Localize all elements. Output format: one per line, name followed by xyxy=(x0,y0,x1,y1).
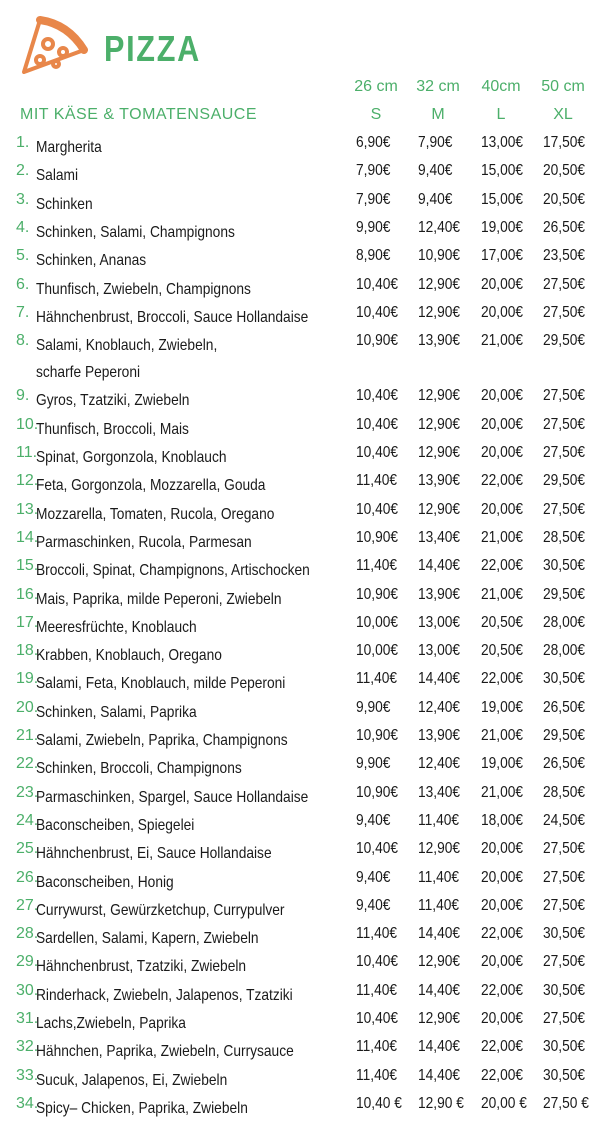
item-name: Baconscheiben, Spiegelei xyxy=(36,816,195,834)
item-name: Sardellen, Salami, Kapern, Zwiebeln xyxy=(36,930,259,948)
item-number: 4. xyxy=(16,218,30,236)
price-s: 11,40€ xyxy=(356,981,398,999)
price-s: 10,40 € xyxy=(356,1094,402,1112)
item-number: 3. xyxy=(16,190,30,208)
item-name: Hähnchen, Paprika, Zwiebeln, Currysauce xyxy=(36,1043,294,1061)
item-number: 12. xyxy=(16,472,39,490)
price-xl: 28,00€ xyxy=(543,642,586,660)
price-s: 10,40€ xyxy=(356,275,399,293)
item-name: Meeresfrüchte, Knoblauch xyxy=(36,618,197,636)
price-xl: 27,50€ xyxy=(543,840,586,858)
item-number: 16. xyxy=(16,585,39,603)
price-l: 22,00€ xyxy=(481,1038,524,1056)
price-s: 10,90€ xyxy=(356,783,399,801)
item-number: 2. xyxy=(16,162,30,180)
price-xl: 27,50€ xyxy=(543,953,586,971)
price-xl: 30,50€ xyxy=(543,981,586,999)
item-name: Schinken, Broccoli, Champignons xyxy=(36,760,242,778)
price-s: 11,40€ xyxy=(356,670,398,688)
price-m: 13,40€ xyxy=(418,783,461,801)
price-l: 21,00€ xyxy=(481,727,524,744)
price-m: 11,40€ xyxy=(418,868,460,886)
price-s: 9,90€ xyxy=(356,755,391,773)
item-number: 31. xyxy=(16,1010,39,1027)
item-name: Rinderhack, Zwiebeln, Jalapenos, Tzatziki xyxy=(36,986,293,1004)
price-xl: 28,50€ xyxy=(543,528,586,546)
price-s: 10,90€ xyxy=(356,585,399,603)
item-number: 33. xyxy=(16,1066,39,1084)
price-m: 10,90€ xyxy=(418,247,461,265)
price-xl: 26,50€ xyxy=(543,698,586,716)
price-xl: 27,50€ xyxy=(543,275,586,293)
item-number: 27. xyxy=(16,896,39,914)
price-l: 19,00€ xyxy=(481,698,524,716)
item-number: 13. xyxy=(16,500,39,518)
price-l: 20,00 € xyxy=(481,1094,527,1112)
section-title: MIT KÄSE & TOMATENSAUCE xyxy=(20,106,258,123)
price-s: 10,40€ xyxy=(356,500,399,518)
price-l: 20,00€ xyxy=(481,444,524,461)
price-xl: 27,50€ xyxy=(543,444,586,461)
price-l: 21,00€ xyxy=(481,332,524,350)
price-s: 11,40€ xyxy=(356,1038,398,1056)
item-name: Gyros, Tzatziki, Zwiebeln xyxy=(36,392,190,410)
price-m: 13,40€ xyxy=(418,528,461,546)
price-m: 13,90€ xyxy=(418,585,461,603)
price-m: 14,40€ xyxy=(418,925,461,943)
item-number: 23. xyxy=(16,783,39,801)
item-name: Spinat, Gorgonzola, Knoblauch xyxy=(36,449,227,466)
item-name: Hähnchenbrust, Tzatziki, Zwiebeln xyxy=(36,958,247,976)
price-m: 12,90€ xyxy=(418,1010,461,1027)
price-s: 10,40€ xyxy=(356,415,399,433)
price-m: 13,00€ xyxy=(418,642,461,660)
price-l: 20,00€ xyxy=(481,953,524,971)
price-s: 10,90€ xyxy=(356,727,399,744)
price-m: 12,90€ xyxy=(418,444,461,461)
price-l: 20,00€ xyxy=(481,1010,524,1027)
size-label-l: L xyxy=(496,106,506,123)
item-name: Parmaschinken, Spargel, Sauce Hollandaise xyxy=(36,788,309,806)
price-xl: 29,50€ xyxy=(543,585,586,603)
item-name: Mozzarella, Tomaten, Rucola, Oregano xyxy=(36,505,275,523)
price-xl: 27,50€ xyxy=(543,500,586,518)
price-m: 12,40€ xyxy=(418,698,461,716)
size-label-m: M xyxy=(431,106,445,123)
price-l: 21,00€ xyxy=(481,585,524,603)
item-name: Thunfisch, Broccoli, Mais xyxy=(36,420,189,438)
price-m: 12,90€ xyxy=(418,840,461,858)
price-xl: 28,00€ xyxy=(543,613,586,631)
price-s: 9,40€ xyxy=(356,811,391,829)
item-number: 7. xyxy=(16,303,30,321)
price-l: 20,50€ xyxy=(481,613,524,631)
price-xl: 30,50€ xyxy=(543,557,586,575)
price-l: 22,00€ xyxy=(481,1066,524,1084)
price-l: 20,00€ xyxy=(481,415,524,433)
price-m: 7,90€ xyxy=(418,134,453,151)
item-name: Schinken, Salami, Champignons xyxy=(36,223,235,241)
price-s: 9,90€ xyxy=(356,698,391,716)
item-number: 26. xyxy=(16,868,39,886)
price-s: 7,90€ xyxy=(356,190,391,208)
price-xl: 30,50€ xyxy=(543,1038,586,1056)
price-xl: 20,50€ xyxy=(543,162,586,180)
price-m: 14,40€ xyxy=(418,670,461,688)
item-number: 15. xyxy=(16,557,39,575)
price-xl: 24,50€ xyxy=(543,811,586,829)
item-name: Schinken, Ananas xyxy=(36,252,147,270)
price-l: 18,00€ xyxy=(481,811,524,829)
size-cm-s: 26 cm xyxy=(354,78,398,95)
item-number: 28. xyxy=(16,925,39,943)
price-s: 10,90€ xyxy=(356,332,399,350)
price-s: 11,40€ xyxy=(356,472,398,490)
price-s: 10,90€ xyxy=(356,528,399,546)
item-number: 29. xyxy=(16,953,39,971)
price-s: 10,40€ xyxy=(356,953,399,971)
size-label-s: S xyxy=(370,106,382,123)
item-name: Margherita xyxy=(36,139,102,156)
item-number: 25. xyxy=(16,840,39,858)
price-s: 10,40€ xyxy=(356,444,399,461)
price-l: 22,00€ xyxy=(481,925,524,943)
price-s: 10,00€ xyxy=(356,642,399,660)
item-number: 8. xyxy=(16,332,30,350)
price-s: 7,90€ xyxy=(356,162,391,180)
item-number: 34. xyxy=(16,1094,39,1112)
price-s: 10,40€ xyxy=(356,303,399,321)
price-m: 14,40€ xyxy=(418,557,461,575)
item-number: 6. xyxy=(16,275,30,293)
price-s: 11,40€ xyxy=(356,1066,398,1084)
price-l: 22,00€ xyxy=(481,472,524,490)
item-number: 24. xyxy=(16,811,39,829)
price-s: 8,90€ xyxy=(356,247,391,265)
price-l: 21,00€ xyxy=(481,783,524,801)
price-xl: 27,50€ xyxy=(543,303,586,321)
item-number: 17. xyxy=(16,613,39,631)
price-l: 22,00€ xyxy=(481,981,524,999)
item-name: Hähnchenbrust, Broccoli, Sauce Hollandaise xyxy=(36,308,309,326)
price-m: 13,90€ xyxy=(418,472,461,490)
price-xl: 27,50€ xyxy=(543,415,586,433)
price-l: 15,00€ xyxy=(481,162,524,180)
price-l: 20,00€ xyxy=(481,896,524,914)
price-m: 14,40€ xyxy=(418,981,461,999)
price-l: 20,00€ xyxy=(481,387,524,405)
price-l: 20,00€ xyxy=(481,840,524,858)
item-name: Salami, Knoblauch, Zwiebeln, scharfe Peperoni xyxy=(36,337,218,382)
price-xl: 29,50€ xyxy=(543,472,586,490)
item-name: Currywurst, Gewürzketchup, Currypulver xyxy=(36,901,285,919)
item-number: 19. xyxy=(16,670,39,688)
item-name: Parmaschinken, Rucola, Parmesan xyxy=(36,533,252,551)
item-number: 10. xyxy=(16,415,39,433)
price-m: 12,90€ xyxy=(418,953,461,971)
price-xl: 30,50€ xyxy=(543,1066,586,1084)
price-xl: 17,50€ xyxy=(543,134,586,151)
price-l: 20,00€ xyxy=(481,500,524,518)
price-xl: 30,50€ xyxy=(543,670,586,688)
item-name: Hähnchenbrust, Ei, Sauce Hollandaise xyxy=(36,845,272,863)
price-s: 11,40€ xyxy=(356,925,398,943)
price-xl: 30,50€ xyxy=(543,925,586,943)
price-xl: 29,50€ xyxy=(543,332,586,350)
page-title: PIZZA xyxy=(104,28,201,69)
price-l: 20,00€ xyxy=(481,868,524,886)
price-l: 20,50€ xyxy=(481,642,524,660)
price-l: 19,00€ xyxy=(481,218,524,236)
item-number: 22. xyxy=(16,755,39,773)
price-m: 13,00€ xyxy=(418,613,461,631)
price-m: 12,40€ xyxy=(418,755,461,773)
price-m: 13,90€ xyxy=(418,332,461,350)
price-s: 9,90€ xyxy=(356,218,391,236)
price-l: 17,00€ xyxy=(481,247,524,265)
price-l: 22,00€ xyxy=(481,670,524,688)
item-name: Mais, Paprika, milde Peperoni, Zwiebeln xyxy=(36,590,282,608)
size-label-xl: XL xyxy=(553,106,573,123)
item-name: Salami, Feta, Knoblauch, milde Peperoni xyxy=(36,675,286,693)
item-number: 30. xyxy=(16,981,39,999)
price-s: 10,40€ xyxy=(356,387,399,405)
item-number: 20. xyxy=(16,698,39,716)
price-m: 12,40€ xyxy=(418,218,461,236)
price-m: 11,40€ xyxy=(418,896,460,914)
item-name: Lachs,Zwiebeln, Paprika xyxy=(36,1015,186,1032)
price-xl: 27,50€ xyxy=(543,868,586,886)
price-m: 14,40€ xyxy=(418,1038,461,1056)
price-xl: 26,50€ xyxy=(543,755,586,773)
price-m: 13,90€ xyxy=(418,727,461,744)
size-cm-m: 32 cm xyxy=(416,78,460,95)
item-name: Schinken, Salami, Paprika xyxy=(36,703,197,721)
price-l: 20,00€ xyxy=(481,303,524,321)
price-l: 21,00€ xyxy=(481,528,524,546)
price-xl: 27,50€ xyxy=(543,387,586,405)
price-s: 11,40€ xyxy=(356,557,398,575)
price-xl: 26,50€ xyxy=(543,218,586,236)
item-number: 5. xyxy=(16,247,30,265)
price-m: 11,40€ xyxy=(418,811,460,829)
price-l: 20,00€ xyxy=(481,275,524,293)
size-cm-l: 40cm xyxy=(481,78,521,95)
item-name: Feta, Gorgonzola, Mozzarella, Gouda xyxy=(36,477,266,495)
price-m: 9,40€ xyxy=(418,190,453,208)
item-number: 1. xyxy=(16,134,30,151)
item-number: 18. xyxy=(16,642,39,660)
price-m: 12,90€ xyxy=(418,303,461,321)
price-xl: 29,50€ xyxy=(543,727,586,744)
price-m: 12,90 € xyxy=(418,1094,464,1112)
price-l: 19,00€ xyxy=(481,755,524,773)
price-s: 9,40€ xyxy=(356,896,391,914)
price-xl: 27,50€ xyxy=(543,896,586,914)
item-name: Thunfisch, Zwiebeln, Champignons xyxy=(36,280,251,298)
price-s: 9,40€ xyxy=(356,868,391,886)
item-number: 32. xyxy=(16,1038,39,1056)
price-m: 12,90€ xyxy=(418,275,461,293)
price-m: 14,40€ xyxy=(418,1066,461,1084)
price-m: 12,90€ xyxy=(418,500,461,518)
price-m: 12,90€ xyxy=(418,387,461,405)
item-name: Schinken xyxy=(36,195,93,213)
item-name: Sucuk, Jalapenos, Ei, Zwiebeln xyxy=(36,1071,228,1089)
price-xl: 23,50€ xyxy=(543,247,586,265)
price-xl: 28,50€ xyxy=(543,783,586,801)
price-l: 15,00€ xyxy=(481,190,524,208)
item-number: 14. xyxy=(16,528,39,546)
item-name: Salami, Zwiebeln, Paprika, Champignons xyxy=(36,732,288,749)
price-l: 13,00€ xyxy=(481,134,524,151)
item-name: Baconscheiben, Honig xyxy=(36,873,174,891)
price-s: 10,40€ xyxy=(356,840,399,858)
price-xl: 27,50€ xyxy=(543,1010,586,1027)
price-l: 22,00€ xyxy=(481,557,524,575)
item-number: 21. xyxy=(16,727,39,744)
price-xl: 27,50 € xyxy=(543,1094,589,1112)
item-name: Spicy– Chicken, Paprika, Zwiebeln xyxy=(36,1099,248,1117)
item-number: 11. xyxy=(16,444,38,461)
item-name: Broccoli, Spinat, Champignons, Artischocken xyxy=(36,562,310,580)
price-xl: 20,50€ xyxy=(543,190,586,208)
price-m: 12,90€ xyxy=(418,415,461,433)
price-m: 9,40€ xyxy=(418,162,453,180)
item-number: 9. xyxy=(16,387,30,405)
item-name: Krabben, Knoblauch, Oregano xyxy=(36,647,222,665)
price-s: 10,00€ xyxy=(356,613,399,631)
price-s: 10,40€ xyxy=(356,1010,399,1027)
size-cm-xl: 50 cm xyxy=(541,78,585,95)
price-s: 6,90€ xyxy=(356,134,391,151)
item-name: Salami xyxy=(36,167,79,185)
